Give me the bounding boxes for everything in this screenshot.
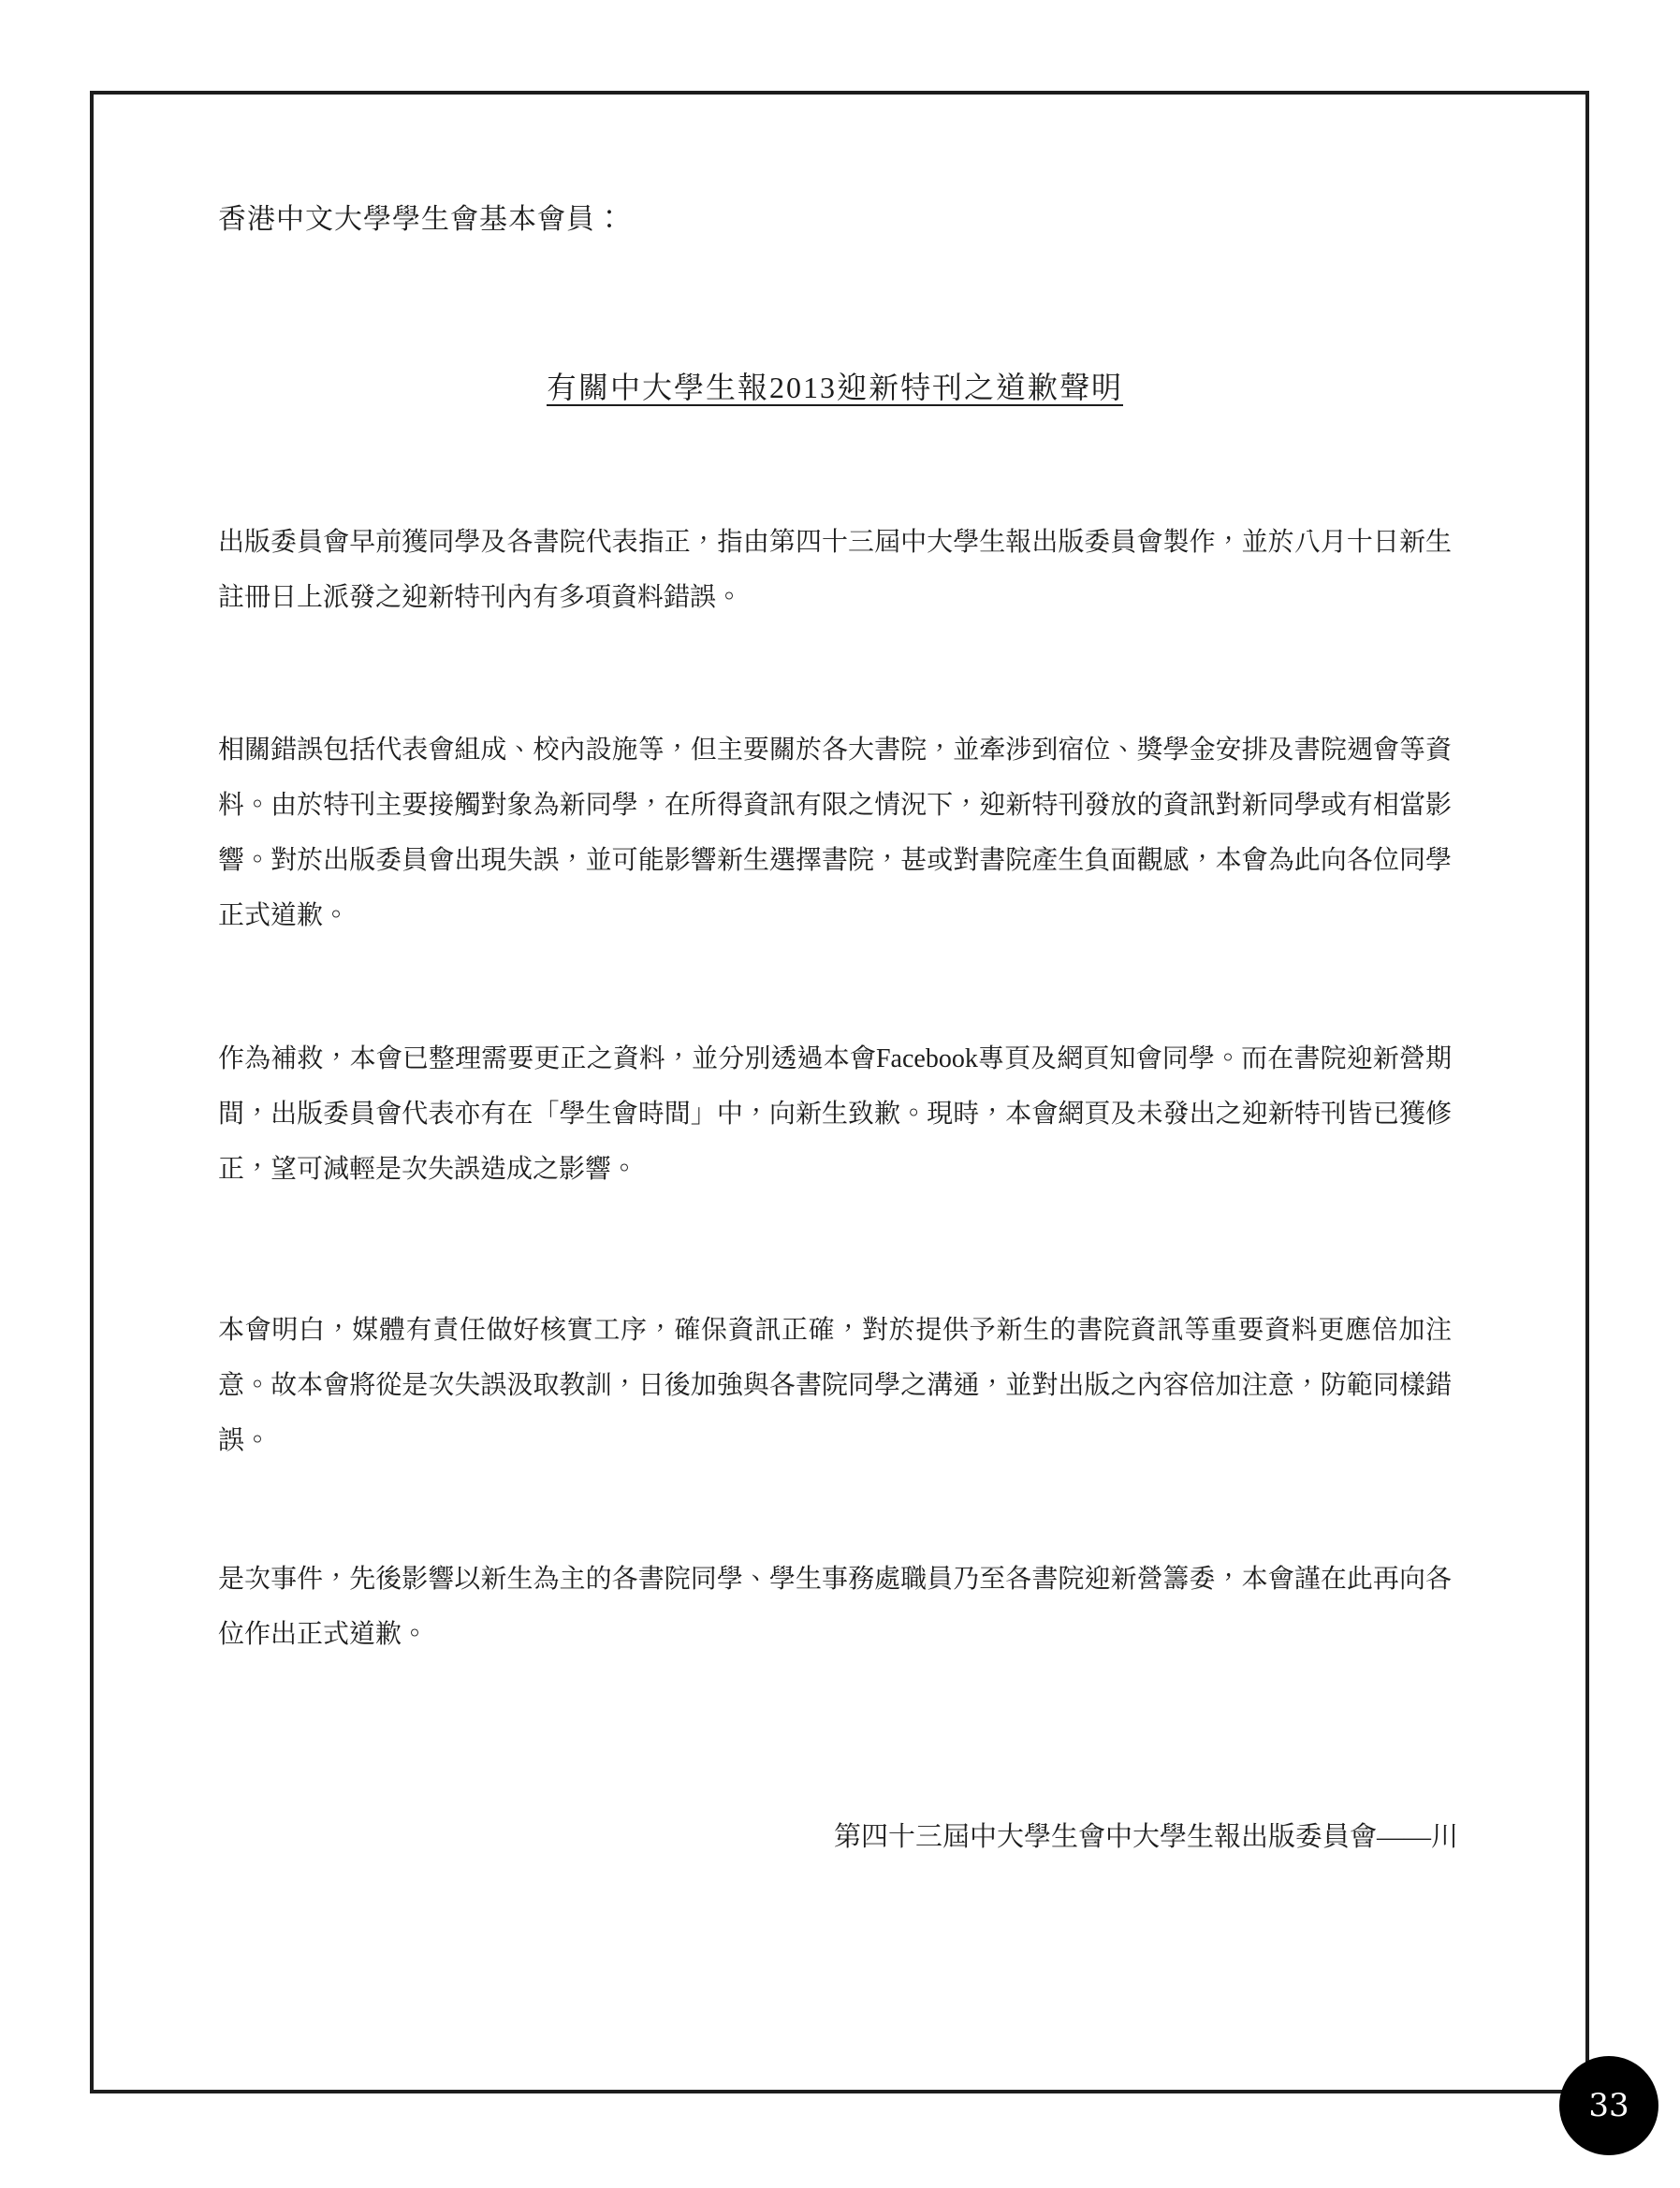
paragraph-2: 相關錯誤包括代表會組成、校內設施等，但主要關於各大書院，並牽涉到宿位、獎學金安排及書院週會等資料。由於特刊主要接觸對象為新同學，在所得資訊有限之情況下，迎新特刊發放的資訊對新同學或有相當影響。對於出版委員會出現失誤，並可能影響新生選擇書院，甚或對書院產生負面觀感，本會為此向各位同學正式道歉。 — [218, 736, 1452, 930]
page-number-badge — [1559, 2056, 1658, 2155]
paragraph-3: 作為補救，本會已整理需要更正之資料，並分別透過本會Facebook專頁及網頁知會同學。而在書院迎新營期間，出版委員會代表亦有在「學生會時間」中，向新生致歉。現時，本會網頁及未發出之迎新特刊皆已獲修正，望可減輕是次失誤造成之影響。 — [218, 1044, 1452, 1184]
paragraph-1: 出版委員會早前獲同學及各書院代表指正，指由第四十三屆中大學生報出版委員會製作，並於八月十日新生註冊日上派發之迎新特刊內有多項資料錯誤。 — [218, 528, 1452, 612]
paragraph-4: 本會明白，媒體有責任做好核實工序，確保資訊正確，對於提供予新生的書院資訊等重要資料更應倍加注意。故本會將從是次失誤汲取教訓，日後加強與各書院同學之溝通，並對出版之內容倍加注意，防範同樣錯誤。 — [218, 1316, 1452, 1455]
paragraph-5: 是次事件，先後影響以新生為主的各書院同學、學生事務處職員乃至各書院迎新營籌委，本會謹在此再向各位作出正式道歉。 — [218, 1565, 1452, 1649]
page-number: 33 — [1588, 2087, 1629, 2124]
salutation: 香港中文大學學生會基本會員： — [218, 204, 624, 235]
document-title: 有關中大學生報2013迎新特刊之道歉聲明 — [546, 371, 1123, 404]
signature-line: 第四十三屆中大學生會中大學生報出版委員會——川 — [833, 1822, 1458, 1852]
